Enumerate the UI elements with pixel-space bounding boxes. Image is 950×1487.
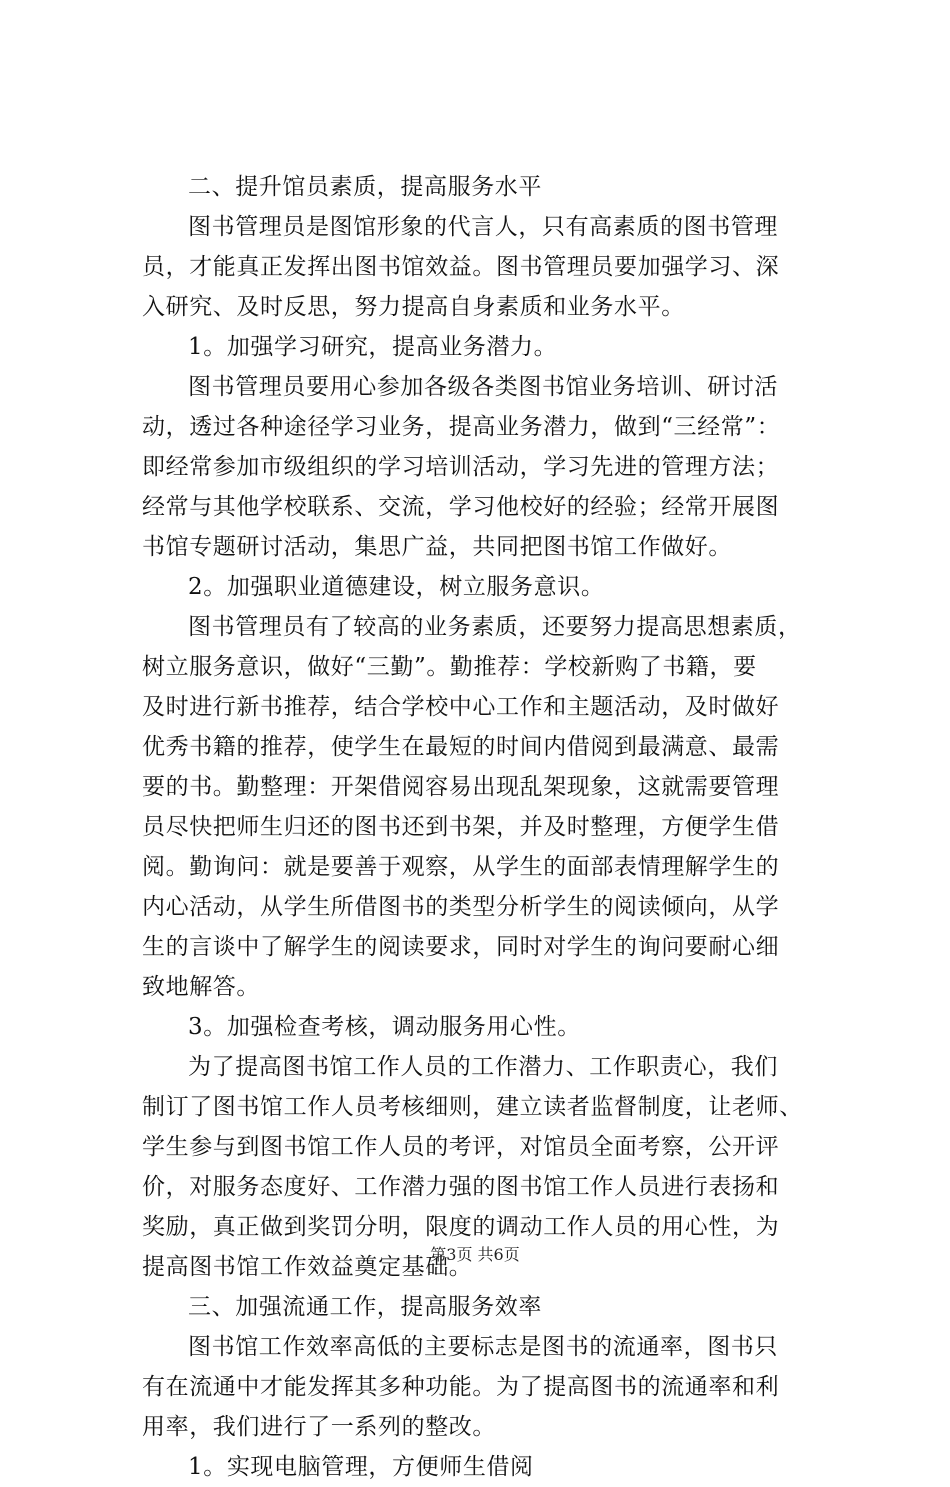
page-number-footer: 第3页 共6页 <box>430 1245 520 1264</box>
paragraph-line: 致地解答。 <box>142 974 260 1000</box>
paragraph-line: 学生参与到图书馆工作人员的考评，对馆员全面考察，公开评 <box>142 1134 780 1160</box>
paragraph-line: 图书馆工作效率高低的主要标志是图书的流通率，图书只 <box>188 1334 778 1360</box>
paragraph-line: 经常与其他学校联系、交流，学习他校好的经验；经常开展图 <box>142 494 780 520</box>
document-body <box>142 167 834 1487</box>
paragraph-line: 为了提高图书馆工作人员的工作潜力、工作职责心，我们 <box>188 1054 778 1080</box>
paragraph-line: 内心活动，从学生所借图书的类型分析学生的阅读倾向，从学 <box>142 894 780 920</box>
paragraph-line: 书馆专题研讨活动，集思广益，共同把图书馆工作做好。 <box>142 534 732 560</box>
paragraph-line: 生的言谈中了解学生的阅读要求，同时对学生的询问要耐心细 <box>142 934 780 960</box>
subsection-heading: 1。加强学习研究，提高业务潜力。 <box>188 334 558 360</box>
paragraph-line: 提高图书馆工作效益奠定基础。 <box>142 1254 473 1280</box>
subsection-heading: 3。加强检查考核，调动服务用心性。 <box>188 1014 581 1040</box>
paragraph-line: 有在流通中才能发挥其多种功能。为了提高图书的流通率和利 <box>142 1374 780 1400</box>
paragraph-line: 阅。勤询问：就是要善于观察，从学生的面部表情理解学生的 <box>142 854 780 880</box>
paragraph-line: 树立服务意识，做好“三勤”。勤推荐：学校新购了书籍，要 <box>142 654 757 680</box>
subsection-heading: 2。加强职业道德建设，树立服务意识。 <box>188 574 605 600</box>
paragraph-line: 价，对服务态度好、工作潜力强的图书馆工作人员进行表扬和 <box>142 1174 780 1200</box>
subsection-heading: 1。实现电脑管理，方便师生借阅 <box>188 1454 534 1480</box>
section-heading: 二、提升馆员素质，提高服务水平 <box>188 174 542 200</box>
paragraph-line: 图书管理员要用心参加各级各类图书馆业务培训、研讨活 <box>188 374 778 400</box>
paragraph-line: 入研究、及时反思，努力提高自身素质和业务水平。 <box>142 294 685 320</box>
paragraph-line: 及时进行新书推荐，结合学校中心工作和主题活动，及时做好 <box>142 694 780 720</box>
paragraph-line: 奖励，真正做到奖罚分明，限度的调动工作人员的用心性，为 <box>142 1214 780 1240</box>
paragraph-line: 优秀书籍的推荐，使学生在最短的时间内借阅到最满意、最需 <box>142 734 780 760</box>
paragraph-line: 图书管理员是图馆形象的代言人，只有高素质的图书管理 <box>188 214 778 240</box>
paragraph-line: 员，才能真正发挥出图书馆效益。图书管理员要加强学习、深 <box>142 254 780 280</box>
paragraph-line: 要的书。勤整理：开架借阅容易出现乱架现象，这就需要管理 <box>142 774 780 800</box>
paragraph-line: 图书管理员有了较高的业务素质，还要努力提高思想素质， <box>188 614 802 640</box>
paragraph-line: 用率，我们进行了一系列的整改。 <box>142 1414 496 1440</box>
paragraph-line: 即经常参加市级组织的学习培训活动，学习先进的管理方法； <box>142 454 780 480</box>
paragraph-line: 制订了图书馆工作人员考核细则，建立读者监督制度，让老师、 <box>142 1094 803 1120</box>
paragraph-line: 员尽快把师生归还的图书还到书架，并及时整理，方便学生借 <box>142 814 780 840</box>
paragraph-line: 动，透过各种途径学习业务，提高业务潜力，做到“三经常”： <box>142 414 781 440</box>
section-heading: 三、加强流通工作，提高服务效率 <box>188 1294 542 1320</box>
